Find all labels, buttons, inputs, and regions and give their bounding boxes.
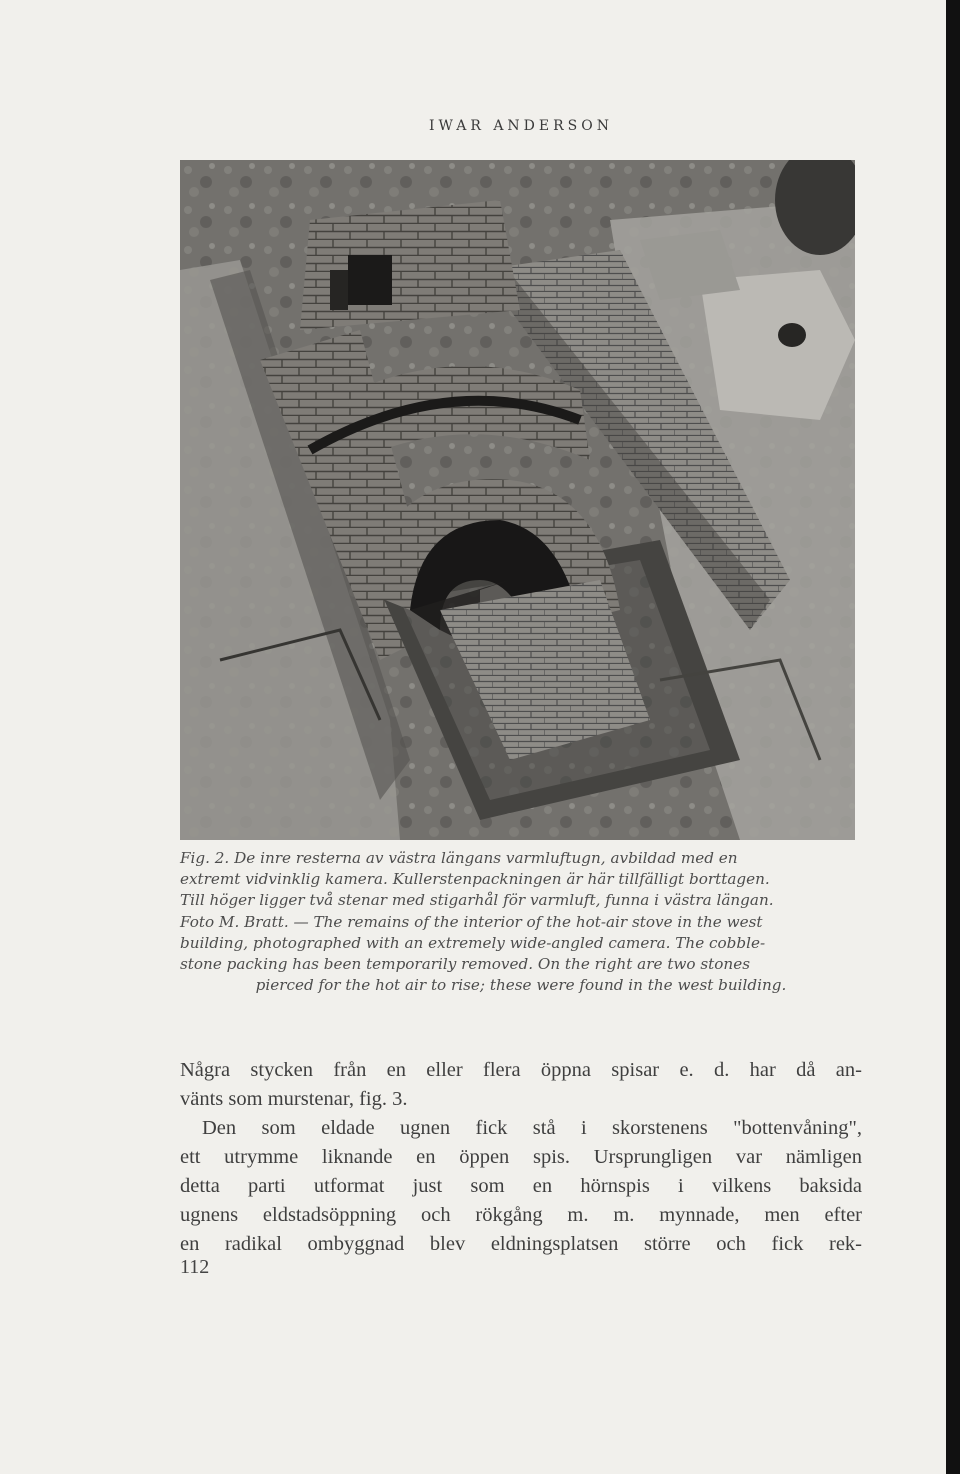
body-line: ett utrymme liknande en öppen spis. Ursprungligen var nämligen [180,1146,862,1168]
caption-line: Foto M. Bratt. — The remains of the interior of the hot-air stove in the west [180,912,763,931]
caption-line: extremt vidvinklig kamera. Kullerstenpackningen är här tillfälligt borttagen. [180,870,770,889]
body-line: ugnens eldstadsöppning och rökgång m. m. mynnade, men efter [180,1204,862,1226]
body-line: detta parti utformat just som en hörnspis i vilkens baksida [180,1175,862,1197]
body-line: Den som eldade ugnen fick stå i skorstenens "bottenvåning", [202,1117,862,1139]
caption-line: stone packing has been temporarily removed. On the right are two stones [180,955,750,974]
body-line: en radikal ombyggnad blev eldningsplatsen större och fick rek- [180,1233,862,1255]
photograph-hot-air-stove-remains [180,160,855,840]
caption-line: building, photographed with an extremely wide-angled camera. The cobble- [180,933,766,952]
caption-line: Fig. 2. De inre resterna av västra längans varmluftugn, avbildad med en [180,849,738,867]
body-paragraphs [180,1056,862,1259]
body-line: Några stycken från en eller flera öppna spisar e. d. har då an- [180,1059,862,1081]
scan-page-edge [946,0,960,1474]
page-number: 112 [180,1256,210,1278]
running-header: IWAR ANDERSON [429,118,613,134]
caption-line: Till höger ligger två stenar med stigarhål för varmluft, funna i västra längan. [180,891,774,910]
body-line: vänts som murstenar, fig. 3. [180,1088,408,1110]
figure-caption [180,848,862,996]
caption-line: pierced for the hot air to rise; these were found in the west building. [255,976,787,995]
figure-photograph [180,160,855,840]
